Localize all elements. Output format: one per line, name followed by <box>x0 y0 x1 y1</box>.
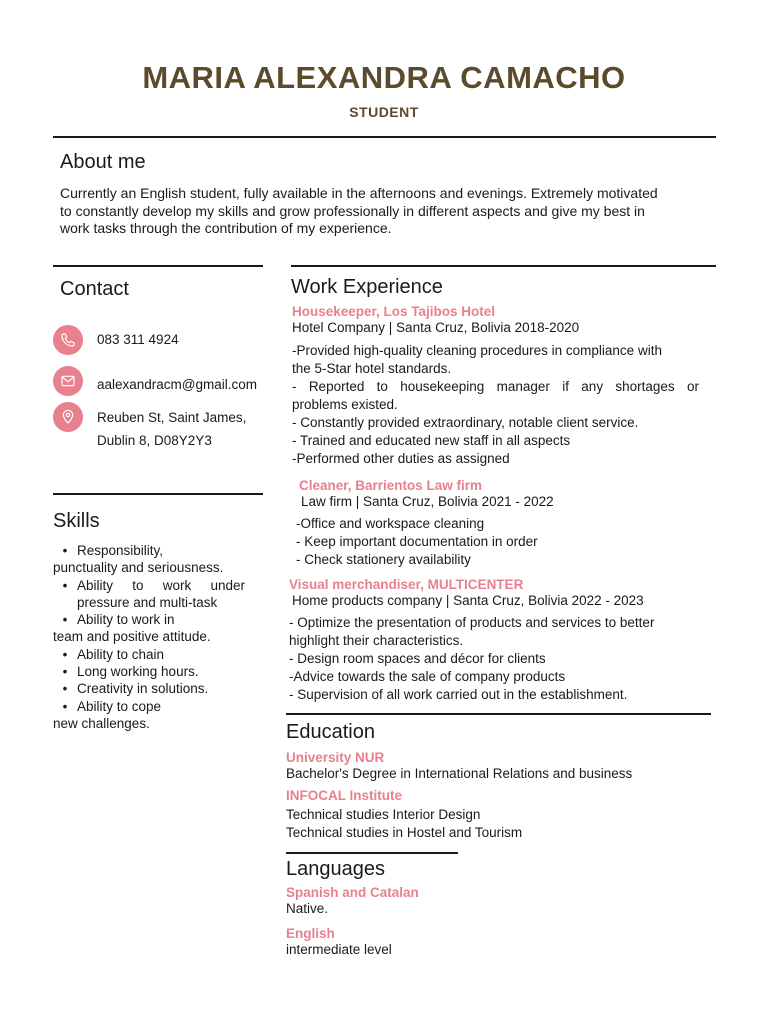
language-entry <box>286 885 419 918</box>
skill-line: • Long working hours. <box>62 664 199 680</box>
skill-line: • Ability to work in <box>62 612 175 628</box>
job-line: -Advice towards the sale of company products <box>289 669 566 684</box>
language-level: intermediate level <box>286 942 392 957</box>
job-line: problems existed. <box>292 397 398 412</box>
job-line: - Optimize the presentation of products and services to better <box>289 615 655 630</box>
job-line: - Trained and educated new staff in all aspects <box>292 433 571 448</box>
language-name: Spanish and Catalan <box>286 885 419 900</box>
skill-line: • Ability to chain <box>62 646 165 662</box>
job-line: - Reported to housekeeping manager if any shortages or <box>292 379 699 394</box>
job-entry <box>296 478 703 569</box>
skills-title: Skills <box>53 510 100 532</box>
language-name: English <box>286 926 335 941</box>
school-name: INFOCAL Institute <box>286 788 402 803</box>
work-title: Work Experience <box>291 276 443 298</box>
job-line: - Design room spaces and décor for clients <box>289 651 546 666</box>
about-text <box>60 185 705 238</box>
language-level: Native. <box>286 901 329 916</box>
skill-line: • Ability to work under <box>62 577 245 593</box>
candidate-name: MARIA ALEXANDRA CAMACHO <box>142 60 626 95</box>
degree-line: Technical studies Interior Design <box>286 807 481 822</box>
location-pin-icon <box>53 402 83 432</box>
skills-divider <box>53 493 263 495</box>
degree-line: Technical studies in Hostel and Tourism <box>286 825 523 840</box>
degree-line: Bachelor's Degree in International Relations and business <box>286 766 633 781</box>
language-entry <box>286 926 392 959</box>
job-line: -Performed other duties as assigned <box>292 451 510 466</box>
education-divider <box>286 713 711 715</box>
address-line: Reuben St, Saint James, <box>97 410 247 425</box>
about-line: Currently an English student, fully available in the afternoons and evenings. Extremely motivated <box>60 185 658 201</box>
skill-line: team and positive attitude. <box>53 629 211 645</box>
job-entry <box>292 304 699 468</box>
languages-divider <box>286 852 458 854</box>
job-line: highlight their characteristics. <box>289 633 464 648</box>
skills-list <box>53 542 245 732</box>
job-role: Visual merchandiser, MULTICENTER <box>289 577 524 592</box>
skill-line: punctuality and seriousness. <box>53 560 224 576</box>
job-line: -Provided high-quality cleaning procedures in compliance with <box>292 343 662 358</box>
job-line: - Keep important documentation in order <box>296 534 538 549</box>
job-line: - Constantly provided extraordinary, notable client service. <box>292 415 639 430</box>
about-line: to constantly develop my skills and grow professionally in different aspects and give my best in <box>60 202 645 219</box>
skill-line: • Ability to cope <box>62 698 162 714</box>
phone-number: 083 311 4924 <box>97 332 179 347</box>
skill-line: • Responsibility, <box>62 543 164 558</box>
job-line: - Supervision of all work carried out in the establishment. <box>289 687 628 702</box>
about-title: About me <box>60 151 146 173</box>
address <box>97 406 246 452</box>
contact-title: Contact <box>60 278 129 300</box>
phone-icon <box>53 325 83 355</box>
contact-divider <box>53 265 263 267</box>
job-line: - Check stationery availability <box>296 552 471 567</box>
job-line: the 5-Star hotel standards. <box>292 361 452 376</box>
school-name: University NUR <box>286 750 385 765</box>
work-divider <box>291 265 716 267</box>
mail-icon <box>53 366 83 396</box>
email-address: aalexandracm@gmail.com <box>97 377 258 392</box>
job-role: Cleaner, Barrientos Law firm <box>299 478 483 493</box>
languages-title: Languages <box>286 858 385 880</box>
address-line: Dublin 8, D08Y2Y3 <box>97 433 212 448</box>
job-company: Law firm | Santa Cruz, Bolivia 2021 - 2022 <box>301 494 554 509</box>
education-entry <box>286 750 632 783</box>
job-entry <box>289 577 699 704</box>
job-role: Housekeeper, Los Tajibos Hotel <box>292 304 496 319</box>
job-line: -Office and workspace cleaning <box>296 516 485 531</box>
job-company: Hotel Company | Santa Cruz, Bolivia 2018-2020 <box>292 320 580 335</box>
skill-line: pressure and multi-task <box>77 594 218 610</box>
skill-line: • Creativity in solutions. <box>62 681 209 697</box>
about-line: work tasks through the contribution of my experience. <box>60 220 392 236</box>
header-divider <box>53 136 716 138</box>
education-entry <box>286 788 522 842</box>
job-company: Home products company | Santa Cruz, Bolivia 2022 - 2023 <box>292 593 644 608</box>
education-title: Education <box>286 721 375 743</box>
candidate-role: STUDENT <box>349 104 419 120</box>
skill-line: new challenges. <box>53 715 150 731</box>
